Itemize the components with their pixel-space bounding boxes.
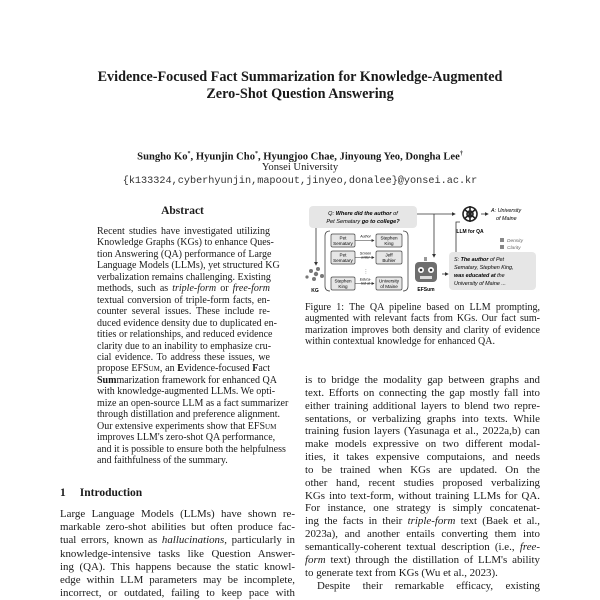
text-span: triple-form <box>407 515 456 528</box>
text-line: edge within LLM parameters may be incomplete, <box>60 574 295 587</box>
arrow-summary-to-llm <box>456 222 460 254</box>
llm-label: LLM for QA <box>456 229 484 235</box>
affiliation: Yonsei University <box>261 162 339 173</box>
left-bracket <box>325 231 330 291</box>
title-line-1: Evidence-Focused Fact Summarization for Knowledge-Augmented <box>97 69 503 85</box>
triple-tail: Buhler <box>382 258 396 263</box>
text-line: Language Models (LLMs), yet structured KG <box>97 260 280 272</box>
section-heading-introduction <box>60 487 156 499</box>
text-line: verbalization remains challenging. Existing <box>97 271 271 283</box>
text-span: marization framework for enhanced QA <box>116 374 277 386</box>
text-line <box>97 283 270 294</box>
text-span: or <box>216 283 233 295</box>
text-line: Recent studies have investigated utilizing <box>97 226 270 237</box>
figure-caption <box>305 302 540 347</box>
summary-text-1: S: The author of Pet <box>454 257 505 263</box>
figure-1-diagram <box>300 198 540 298</box>
text-line: cial evidence. To address these issues, we <box>97 351 270 363</box>
triple-head: Stephen <box>334 278 352 284</box>
text-span: semantically-coherent textual description (i.e., <box>305 540 520 553</box>
summary-text-3: was educated at the <box>454 273 505 279</box>
question-text: Q: Where did the author of <box>328 211 398 217</box>
section-number: 1 <box>60 487 66 499</box>
text-span: um <box>265 420 277 432</box>
text-line: incorrect, or outdated, failing to keep pace with <box>60 587 295 600</box>
triple-relation: Educa- <box>359 277 372 282</box>
text-line: to be trained when KGs are updated. On the <box>305 463 540 476</box>
text-span: triple-form <box>172 283 217 295</box>
triple-head: Pet <box>339 252 347 258</box>
triple-relation: ted at <box>361 281 370 286</box>
text-span: F <box>252 363 259 375</box>
text-line <box>97 374 277 386</box>
triple-tail: King <box>384 241 394 246</box>
text-line: counter several issues. These include re- <box>97 306 270 318</box>
author-name: Hyunjin Cho <box>195 151 255 163</box>
text-span: free- <box>519 540 540 553</box>
text-line: textual conversion of triple-form facts, en- <box>97 294 270 306</box>
text-span: tual errors, known as <box>60 534 162 547</box>
paper-title <box>0 69 600 103</box>
text-span: hallucinations <box>161 534 225 547</box>
text-span: text) through the distillation of LLM's ability <box>325 553 540 566</box>
text-line: Despite their remarkable efficacy, existing <box>317 579 540 592</box>
clarity-checkbox-icon <box>500 245 504 249</box>
author-name: Hyungjoo Chae <box>263 151 335 163</box>
text-span: ing the facts in their <box>305 515 408 528</box>
question-text-2: Pet Sematary go to college? <box>326 219 400 225</box>
text-span: act <box>258 363 270 375</box>
text-line <box>305 554 540 567</box>
text-line: text. Efforts on connecting the gap mostly fall into <box>305 386 540 399</box>
triple-tail: University <box>378 278 400 284</box>
section-title: Introduction <box>79 487 143 499</box>
text-line: marization improves both density and clarity of evidence <box>305 324 540 336</box>
text-line: Figure 1: The QA pipeline based on LLM prompting, <box>305 302 540 313</box>
text-line: For instance, one strategy is simply concatenat- <box>305 502 540 515</box>
author-emails: {k133324,cyberhyunjin,mapoout,jinyeo,donalee}@yonsei.ac.kr <box>122 176 478 187</box>
triple-relation: Author <box>360 234 371 239</box>
abstract-heading: Abstract <box>161 205 204 217</box>
ellipsis: ⋮ <box>363 269 369 275</box>
author-list: Sungho Ko*, Hyunjin Cho*, Hyungjoo Chae, Jinyoung Yeo, Dongha Lee† <box>137 151 463 163</box>
author-mark: † <box>459 151 463 157</box>
text-line: either training additional layers to blend two repre- <box>305 399 540 412</box>
summary-text-4: University of Maine ... <box>454 281 506 287</box>
text-span: propose EFS <box>97 363 149 375</box>
author-name: Jinyoung Yeo <box>339 151 401 163</box>
text-line: make models expressive on two different modal- <box>305 438 540 451</box>
text-line: is to bridge the modality gap between graphs and <box>305 374 540 386</box>
text-line: and faithfulness of the summary. <box>97 455 228 467</box>
text-span: um <box>148 363 160 375</box>
answer-text-2: of Maine <box>496 216 517 222</box>
author-name: Sungho Ko <box>137 151 188 163</box>
robot-efsum-icon <box>415 257 437 282</box>
text-span: Sum <box>97 374 117 386</box>
triple-tail: Stephen <box>380 235 398 241</box>
kg-label: KG <box>311 288 319 294</box>
text-span: , particularly in <box>224 534 295 547</box>
text-line: training fusion layers (Yasunaga et al., 2022a,b) can <box>305 425 540 438</box>
text-line <box>305 541 540 554</box>
answer-text: A: University <box>491 208 522 214</box>
text-span: form <box>305 553 326 566</box>
text-line: ities, it takes expensive computaions, and needs <box>305 451 540 464</box>
text-span: methods, such as <box>97 283 173 295</box>
triple-tail: of Maine <box>380 284 398 289</box>
text-line: tion Answering (QA) performance of Large <box>97 248 272 260</box>
text-line <box>60 534 295 547</box>
text-line: 2023a), and another entails converting them into <box>305 528 540 541</box>
triple-head: King <box>338 284 348 289</box>
text-span: vidence-focused <box>183 363 253 375</box>
text-line: within contextual knowledge for enhanced QA. <box>305 335 495 347</box>
text-line: ing (QA). This happens because the static knowl- <box>60 560 295 573</box>
text-line: sentations, or verbalizing graphs into texts. While <box>305 412 540 425</box>
text-line <box>97 420 277 432</box>
introduction-body <box>60 508 295 600</box>
text-line: tities or relationships, and reduced evidence <box>97 329 273 341</box>
efsum-label: EFSum <box>417 287 435 293</box>
text-line: markable zero-shot abilities but often produce fac- <box>60 521 295 534</box>
knowledge-graph-icon <box>305 267 324 281</box>
right-column-body <box>305 374 540 592</box>
triple-head: Sematary <box>333 241 353 246</box>
text-line: Large Language Models (LLMs) have shown re- <box>60 508 295 520</box>
density-label: Density <box>507 239 523 244</box>
text-span: free-form <box>232 283 270 295</box>
text-line: other hand, recent studies proposed verbalizing <box>305 476 540 489</box>
text-line: and it is possible to ensure both the helpfulness <box>97 443 286 455</box>
text-line: KGs into text-form, without training LLMs for QA. <box>305 489 540 502</box>
text-line: to generate text from KGs (Wu et al., 2023). <box>305 566 498 579</box>
text-span: E <box>177 363 184 375</box>
title-line-2: Zero-Shot Question Answering <box>206 86 394 102</box>
text-line: with knowledge-augmented LLMs. We opti- <box>97 386 276 398</box>
text-span: Our extensive experiments show that EFS <box>97 420 266 432</box>
abstract-body <box>97 226 289 467</box>
text-line: duced evidence density due to duplicated en- <box>97 317 277 329</box>
density-checkbox-icon <box>500 238 504 242</box>
kg-triples <box>331 234 402 290</box>
openai-logo-icon <box>463 206 477 222</box>
triple-head: Sematary <box>333 258 353 263</box>
text-line: clarity due to an inability to emphasize cru- <box>97 340 272 352</box>
text-line <box>97 363 270 374</box>
author-mark: * <box>255 151 258 157</box>
text-line: augmented with relevant facts from KGs. Our fact sum- <box>305 313 540 325</box>
clarity-label: Clarity <box>507 246 521 251</box>
triple-relation: writer <box>361 255 370 260</box>
triple-relation: Screen <box>359 251 372 256</box>
triple-tail: Jeff <box>385 252 393 258</box>
text-line: knowledge-intensive tasks like Question Answer- <box>60 547 295 560</box>
summary-text-2: Sematary, Stephen King, <box>454 265 514 271</box>
author-name: Dongha Lee <box>405 151 460 163</box>
text-line: Knowledge Graphs (KGs) to enhance Ques- <box>97 237 274 249</box>
text-line <box>305 515 540 528</box>
author-mark: * <box>187 151 191 157</box>
text-line: mize an open-source LLM as a fact summarizer <box>97 397 289 409</box>
text-span: , an <box>159 363 178 375</box>
triple-head: Pet <box>339 235 347 241</box>
text-span: text (Baek et al., <box>455 515 540 528</box>
right-bracket <box>403 231 408 291</box>
text-line: through distillation and preference alignment. <box>97 409 280 421</box>
text-line: improves LLM's zero-shot QA performance, <box>97 432 276 444</box>
